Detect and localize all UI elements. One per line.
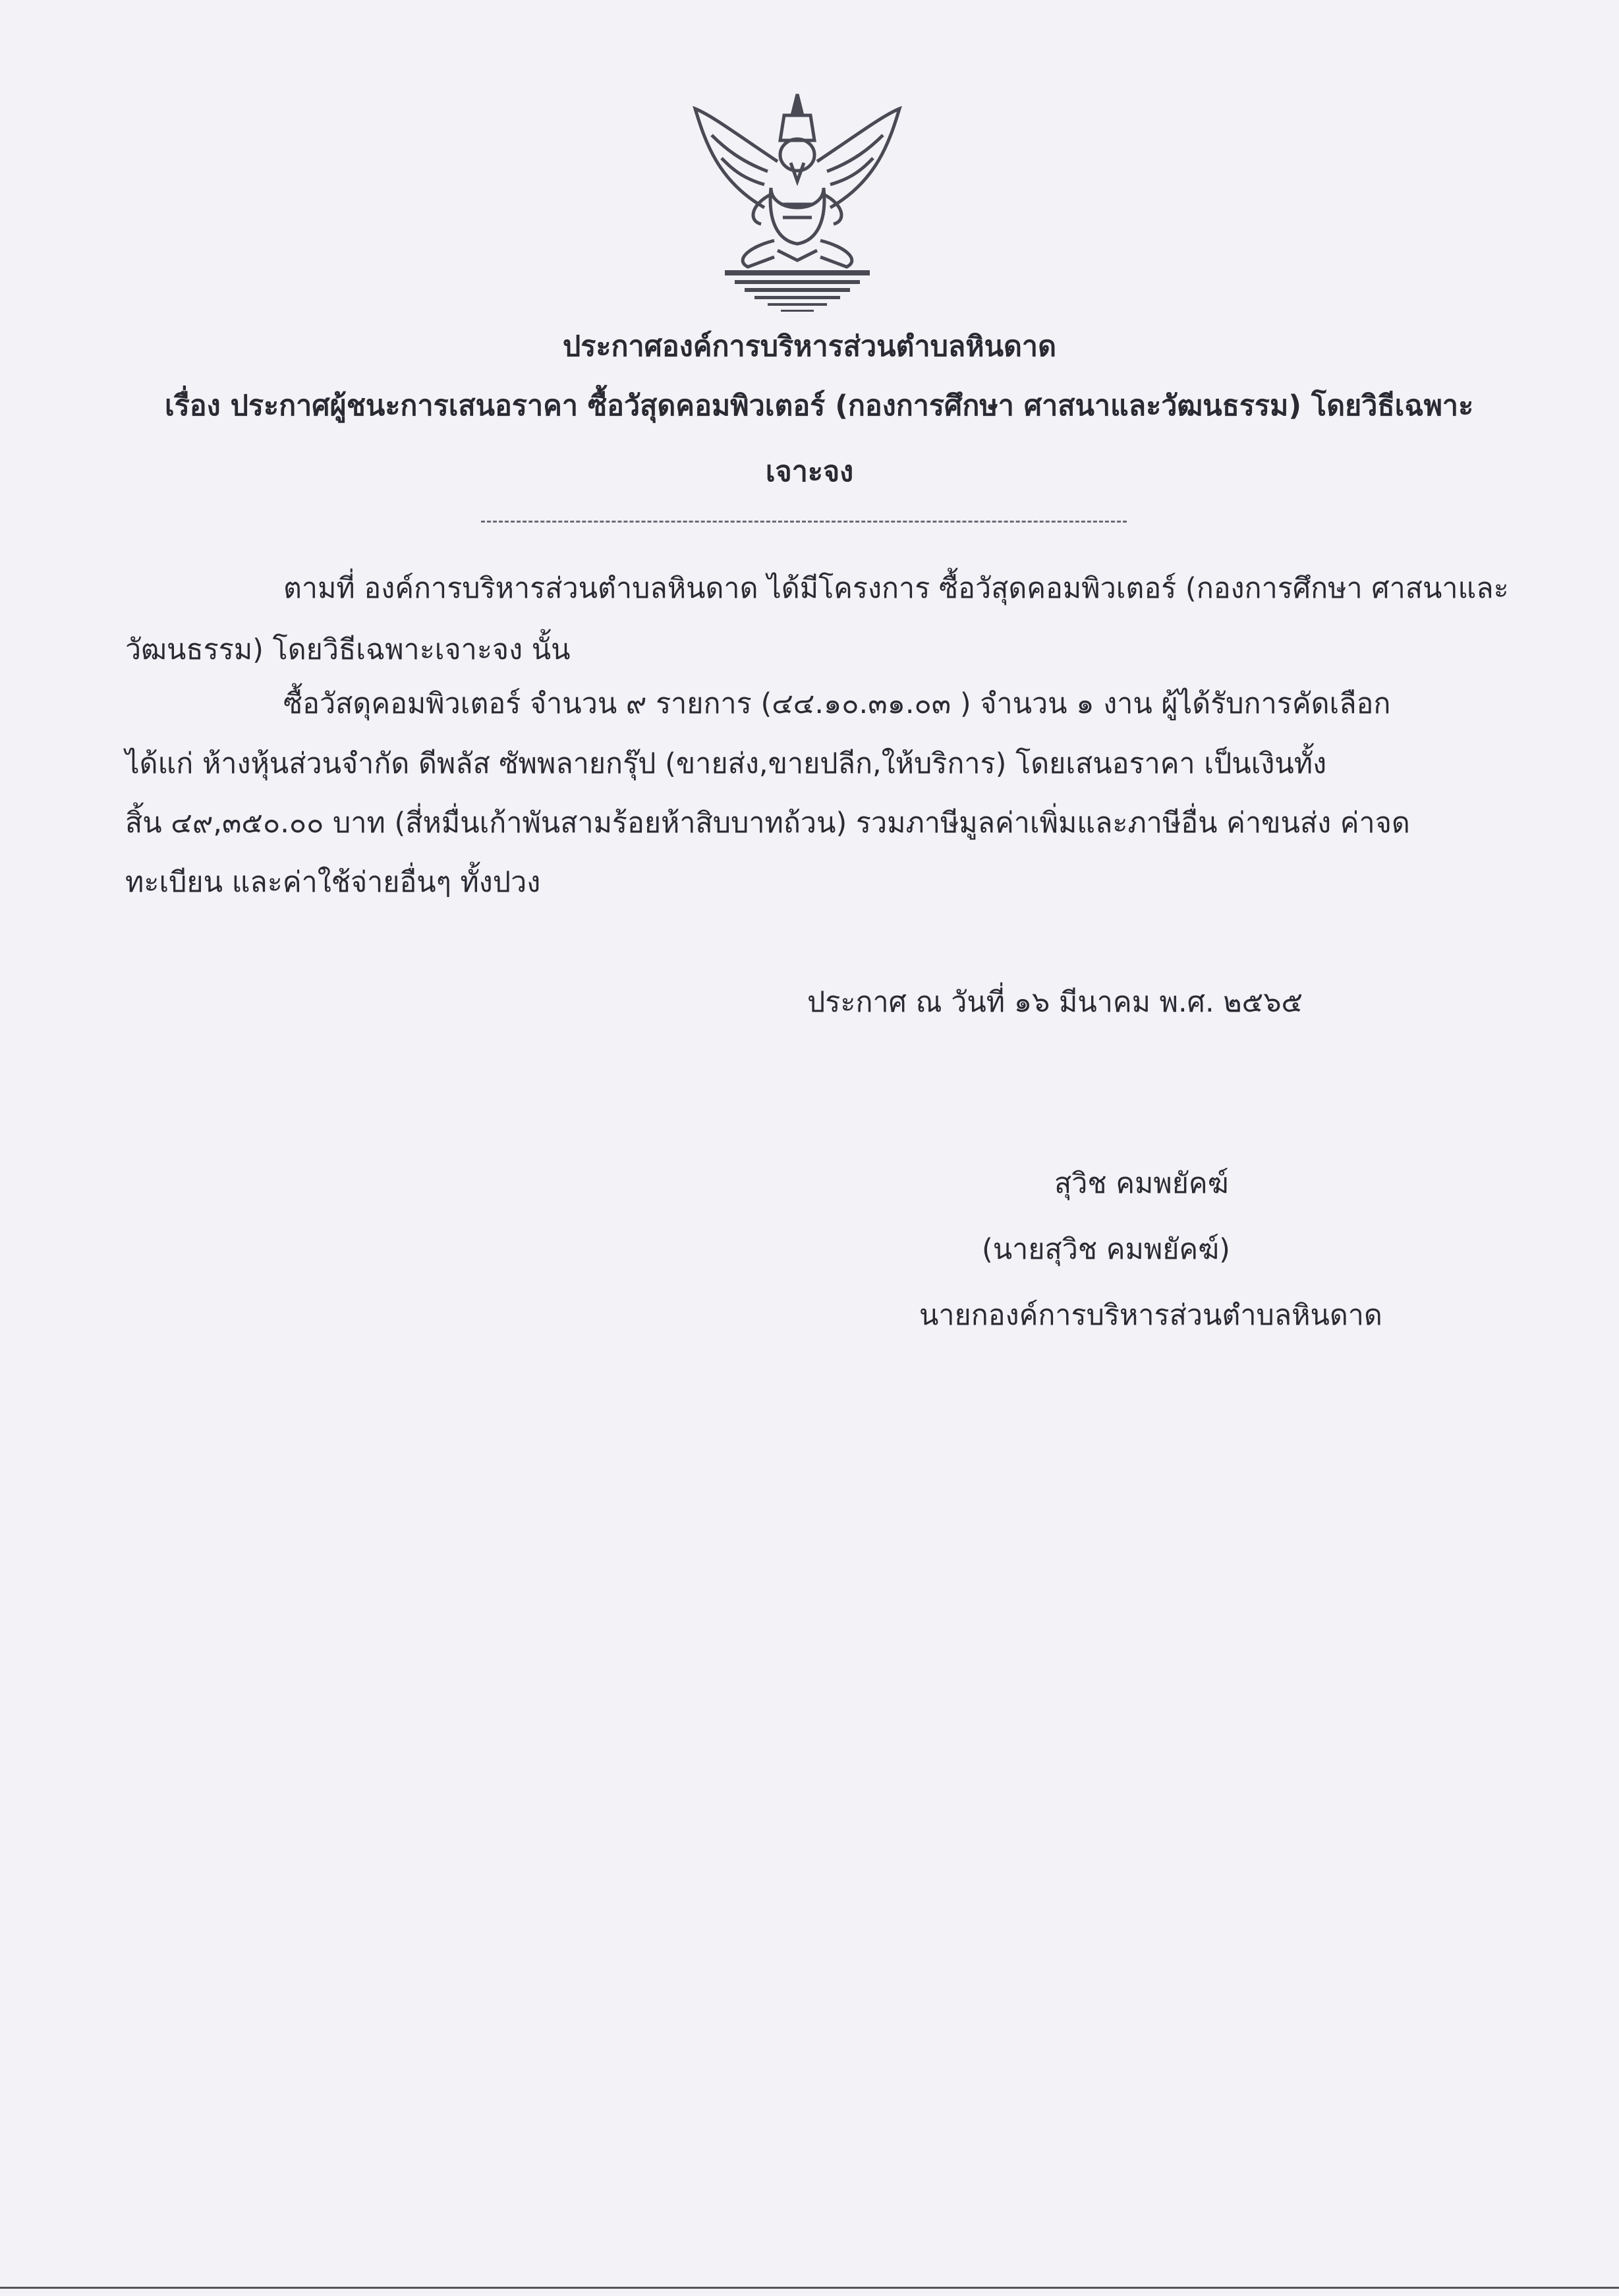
body-paragraph-1-line-2: วัฒนธรรม) โดยวิธีเฉพาะเจาะจง นั้น [125, 633, 571, 666]
garuda-emblem-icon [685, 89, 909, 320]
body-paragraph-2-line-3: สิ้น ๔๙,๓๕๐.๐๐ บาท (สี่หมื่นเก้าพันสามร้อยห้าสิบบาทถ้วน) รวมภาษีมูลค่าเพิ่มและภาษีอื่น ค่าขนส่ง ค่าจด [125, 807, 1410, 840]
document-subject-continued: เจาะจง [765, 455, 854, 488]
body-paragraph-2-line-1: ซื้อวัสดุคอมพิวเตอร์ จำนวน ๙ รายการ (๔๔.๑๐.๓๑.๐๓ ) จำนวน ๑ งาน ผู้ได้รับการคัดเลือก [283, 687, 1391, 720]
signature: สุวิช คมพยัคฆ์ [1054, 1167, 1229, 1200]
scan-edge-line [0, 2287, 1619, 2289]
body-paragraph-2-line-4: ทะเบียน และค่าใช้จ่ายอื่นๆ ทั้งปวง [125, 866, 541, 899]
document-title: ประกาศองค์การบริหารส่วนตำบลหินดาด [562, 330, 1057, 363]
announcement-date: ประกาศ ณ วันที่ ๑๖ มีนาคม พ.ศ. ๒๕๖๕ [807, 986, 1303, 1019]
signer-name: (นายสุวิช คมพยัคฆ์) [982, 1233, 1230, 1266]
signer-position: นายกองค์การบริหารส่วนตำบลหินดาด [919, 1299, 1382, 1332]
document-subject: เรื่อง ประกาศผู้ชนะการเสนอราคา ซื้อวัสุดคอมพิวเตอร์ (กองการศึกษา ศาสนาและวัฒนธรรม) โดยวิธีเฉพาะ [165, 389, 1474, 422]
dashed-divider [481, 521, 1127, 523]
body-paragraph-2-line-2: ได้แก่ ห้างหุ้นส่วนจำกัด ดีพลัส ซัพพลายกรุ๊ป (ขายส่ง,ขายปลีก,ให้บริการ) โดยเสนอราคา เป็นเงินทั้ง [125, 747, 1327, 780]
body-paragraph-1-line-1: ตามที่ องค์การบริหารส่วนตำบลหินดาด ได้มีโครงการ ซื้อวัสุดคอมพิวเตอร์ (กองการศึกษา ศาสนาและ [283, 572, 1509, 605]
